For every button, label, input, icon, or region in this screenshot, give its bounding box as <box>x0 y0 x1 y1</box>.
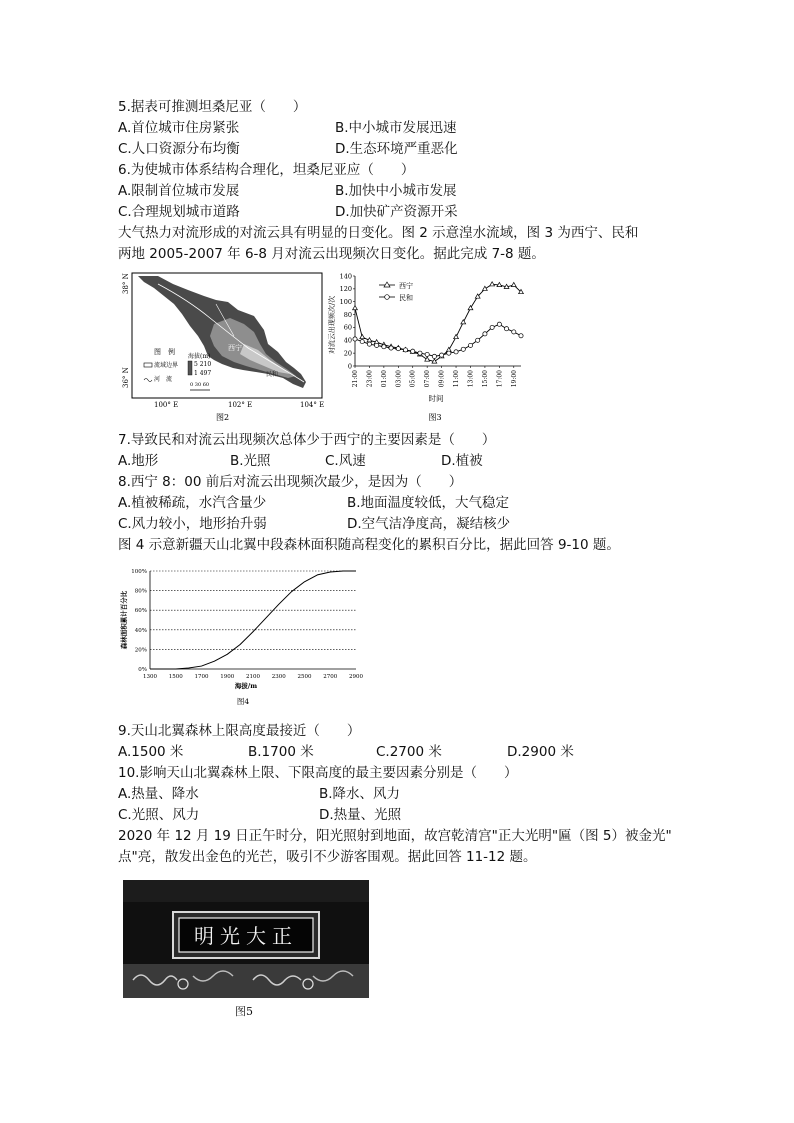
q8-option-c: C.风力较小，地形抬升弱 <box>118 516 267 532</box>
q7-option-b: B.光照 <box>230 453 271 469</box>
intro-7-8-line2: 两地 2005-2007 年 6-8 月对流云出现频次日变化。据此完成 7-8 题。 <box>118 246 545 262</box>
q6-stem: 6.为使城市体系结构合理化，坦桑尼亚应（ ） <box>118 162 415 178</box>
minhe-point <box>353 337 357 341</box>
x-tick-label: 11:00 <box>453 370 461 388</box>
minhe-point <box>403 348 407 352</box>
q10-stem: 10.影响天山北翼森林上限、下限高度的最主要因素分别是（ ） <box>118 765 518 781</box>
y-tick-label: 40% <box>134 627 147 634</box>
minhe-point <box>375 343 379 347</box>
minhe-point <box>476 338 480 342</box>
x-tick-label: 05:00 <box>409 370 417 388</box>
q8-stem: 8.西宁 8：00 前后对流云出现频次最少，是因为（ ） <box>118 474 463 490</box>
minhe-point <box>447 351 451 355</box>
figure-3-caption: 图3 <box>428 413 442 422</box>
minhe-point <box>454 350 458 354</box>
x-tick-label: 07:00 <box>424 370 432 388</box>
y-tick-label: 100% <box>131 569 147 575</box>
q10-option-c: C.光照、风力 <box>118 807 200 823</box>
x-tick-label: 1500 <box>168 674 183 680</box>
figure-3-chart <box>325 270 530 425</box>
xining-point <box>425 357 430 361</box>
y-tick-label: 120 <box>339 285 352 294</box>
y-tick-label: 20 <box>343 349 352 358</box>
lon-label-104: 104° E <box>300 401 325 409</box>
minhe-point <box>468 343 472 347</box>
xining-point <box>511 282 516 286</box>
intro-9-10: 图 4 示意新疆天山北翼中段森林面积随高程变化的累积百分比，据此回答 9-10 题。 <box>118 537 620 553</box>
minhe-point <box>418 351 422 355</box>
series-minhe-line <box>355 324 521 356</box>
q5-option-a: A.首位城市住房紧张 <box>118 120 240 136</box>
y-tick-label: 60% <box>134 608 147 615</box>
xining-point <box>454 334 459 338</box>
xining-point <box>490 282 495 286</box>
figure-4-ylabel: 森林面积累计百分比 <box>120 590 128 650</box>
q7-option-d: D.植被 <box>441 453 483 469</box>
legend-elevation-title: 海拔(m) <box>188 353 211 360</box>
lat-label-top: 38° N <box>122 273 130 294</box>
cumulative-curve <box>150 571 356 669</box>
q10-option-d: D.热量、光照 <box>319 807 402 823</box>
scale-bar-text: 0 30 60 <box>190 382 210 388</box>
y-tick-label: 80 <box>343 310 352 319</box>
q9-option-d: D.2900 米 <box>507 744 574 760</box>
x-tick-label: 2300 <box>271 674 286 680</box>
plaque-text: 明光大正 <box>194 924 298 948</box>
y-tick-label: 80% <box>134 588 147 595</box>
q8-option-d: D.空气洁净度高，凝结核少 <box>347 516 511 532</box>
legend-elevation-bar <box>188 361 192 375</box>
q6-option-d: D.加快矿产资源开采 <box>335 204 458 220</box>
legend-xining-marker <box>384 282 390 287</box>
figure-5-caption: 图5 <box>235 1005 253 1018</box>
series-xining-line <box>355 284 521 361</box>
minhe-point <box>519 334 523 338</box>
q5-option-c: C.人口资源分布均衡 <box>118 141 240 157</box>
lon-label-102: 102° E <box>228 401 253 409</box>
minhe-point <box>504 327 508 331</box>
q10-option-b: B.降水、风力 <box>319 786 401 802</box>
minhe-point <box>389 346 393 350</box>
figure-3-xlabel: 时间 <box>428 394 444 403</box>
q5-option-d: D.生态环境严重恶化 <box>335 141 458 157</box>
minhe-point <box>396 347 400 351</box>
lon-label-100: 100° E <box>154 401 179 409</box>
legend-elevation-high: 5 210 <box>194 361 212 368</box>
legend-elevation-low: 1 497 <box>194 370 212 377</box>
q6-option-c: C.合理规划城市道路 <box>118 204 240 220</box>
y-tick-label: 140 <box>339 272 352 281</box>
x-tick-label: 21:00 <box>352 370 359 388</box>
figure-4-chart <box>118 562 368 710</box>
legend-minhe-marker <box>385 295 390 300</box>
lat-label-bottom: 36° N <box>122 367 130 388</box>
q6-option-a: A.限制首位城市发展 <box>118 183 240 199</box>
y-tick-label: 20% <box>134 647 147 654</box>
xining-point <box>483 286 488 290</box>
minhe-point <box>382 345 386 349</box>
q7-stem: 7.导致民和对流云出现频次总体少于西宁的主要因素是（ ） <box>118 432 496 448</box>
x-tick-label: 1300 <box>143 674 157 680</box>
q5-option-b: B.中小城市发展迅速 <box>335 120 457 136</box>
y-tick-label: 100 <box>339 298 352 307</box>
minhe-point <box>440 353 444 357</box>
legend-title: 图 例 <box>154 348 175 356</box>
q7-option-a: A.地形 <box>118 453 159 469</box>
figure-5-photo <box>123 880 369 1000</box>
minhe-point <box>411 349 415 353</box>
intro-11-12-line1: 2020 年 12 月 19 日正午时分，阳光照射到地面，故宫乾清宫"正大光明"匾（图 5）被金光" <box>118 828 672 844</box>
x-tick-label: 03:00 <box>395 370 403 388</box>
x-tick-label: 2900 <box>349 674 363 680</box>
q5-stem: 5.据表可推测坦桑尼亚（ ） <box>118 99 307 115</box>
x-tick-label: 09:00 <box>438 370 446 388</box>
x-tick-label: 2100 <box>246 674 260 680</box>
q7-option-c: C.风速 <box>325 453 366 469</box>
q6-option-b: B.加快中小城市发展 <box>335 183 457 199</box>
x-tick-label: 19:00 <box>510 370 518 388</box>
minhe-point <box>432 354 436 358</box>
legend-river-label: 河 流 <box>154 376 173 383</box>
minhe-point <box>512 330 516 334</box>
minhe-point <box>490 325 494 329</box>
q9-option-c: C.2700 米 <box>376 744 442 760</box>
figure-3-ylabel: 对流云出现频次/次 <box>328 295 336 355</box>
y-tick-label: 0 <box>347 362 352 371</box>
figure-4-caption: 图4 <box>236 697 250 706</box>
x-tick-label: 17:00 <box>496 370 504 388</box>
legend-boundary-swatch <box>144 363 152 367</box>
x-tick-label: 1700 <box>194 674 209 680</box>
city-xining-label: 西宁 <box>228 344 242 352</box>
minhe-point <box>497 322 501 326</box>
x-tick-label: 01:00 <box>380 370 388 388</box>
figure-2-caption: 图2 <box>216 413 230 422</box>
q9-option-a: A.1500 米 <box>118 744 184 760</box>
xining-point <box>353 306 358 310</box>
x-tick-label: 13:00 <box>467 370 475 388</box>
q8-option-a: A.植被稀疏，水汽含量少 <box>118 495 267 511</box>
legend-xining-label: 西宁 <box>399 282 413 290</box>
legend-minhe-label: 民和 <box>399 294 413 302</box>
q9-stem: 9.天山北翼森林上限高度最接近（ ） <box>118 723 361 739</box>
figure-4-xlabel: 海拔/m <box>234 682 258 690</box>
y-tick-label: 0% <box>138 667 147 673</box>
x-tick-label: 2500 <box>297 674 312 680</box>
minhe-point <box>483 332 487 336</box>
xining-point <box>461 320 466 324</box>
minhe-point <box>425 352 429 356</box>
x-tick-label: 23:00 <box>366 370 374 388</box>
figure-3-legend <box>379 281 413 302</box>
q8-option-b: B.地面温度较低，大气稳定 <box>347 495 510 511</box>
legend-boundary-label: 流域边界 <box>154 362 179 369</box>
y-tick-label: 60 <box>343 323 352 332</box>
y-tick-label: 40 <box>343 336 352 345</box>
minhe-point <box>367 342 371 346</box>
xining-point <box>360 334 365 338</box>
q9-option-b: B.1700 米 <box>248 744 314 760</box>
city-minhe-label: 民和 <box>266 371 279 378</box>
x-tick-label: 1900 <box>220 674 235 680</box>
intro-11-12-line2: 点"亮，散发出金色的光芒，吸引不少游客围观。据此回答 11-12 题。 <box>118 849 537 865</box>
x-tick-label: 15:00 <box>481 370 489 388</box>
x-tick-label: 2700 <box>323 674 338 680</box>
figure-2-map <box>118 270 328 425</box>
minhe-point <box>461 347 465 351</box>
q10-option-a: A.热量、降水 <box>118 786 199 802</box>
intro-7-8-line1: 大气热力对流形成的对流云具有明显的日变化。图 2 示意湟水流域，图 3 为西宁、民和 <box>118 225 639 241</box>
minhe-point <box>360 339 364 343</box>
